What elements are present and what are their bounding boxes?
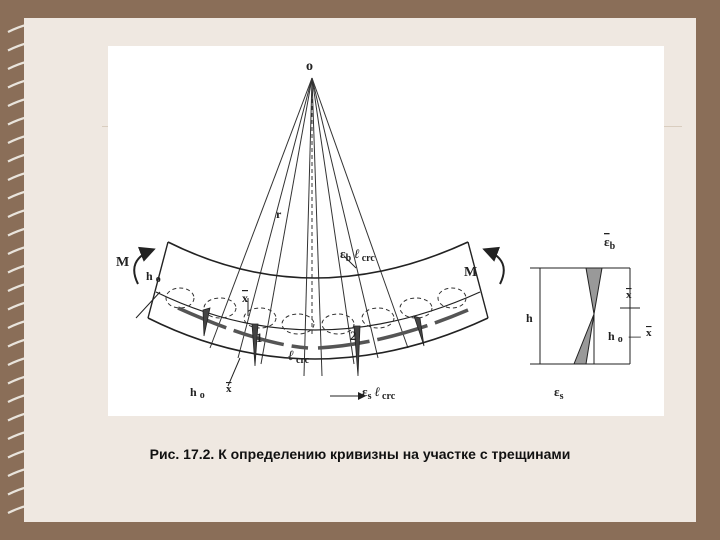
center-label: o: [306, 59, 313, 74]
radius-label: r: [276, 207, 282, 221]
h0-bottom-label: h o: [190, 385, 205, 401]
h0-top-label: h o: [146, 269, 161, 285]
lcrc-label: ℓ $_{crc}$: [288, 349, 310, 366]
eb-lcrc-label: $\varepsilon_b$ ℓ $_{crc}$: [340, 246, 375, 264]
es-lcrc-label: $\varepsilon_s$ ℓ $_{crc}$: [362, 384, 396, 402]
crack-1-label: 1: [256, 330, 263, 345]
strain-h0-x-label: x: [646, 327, 652, 339]
figure-drawing: [108, 46, 664, 416]
figure-caption: Рис. 17.2. К определению кривизны на участке с трещинами: [149, 446, 571, 462]
crack-2-label: 2: [350, 328, 357, 343]
strain-h-label: h: [526, 311, 533, 325]
strain-es-label: $\varepsilon_s$: [554, 384, 564, 402]
curvature-figure: [108, 46, 664, 416]
strain-diagram: [526, 234, 652, 402]
moment-right-label: M: [464, 265, 478, 280]
strain-profile: [574, 268, 602, 364]
x-top-label: x: [242, 291, 248, 305]
strain-eb-label: $\varepsilon_b$: [604, 234, 616, 252]
x-bottom-label: x: [226, 383, 232, 395]
strain-h0-label: h o —: [608, 329, 641, 345]
strain-x-label: x: [626, 289, 632, 301]
moment-left-label: M: [116, 255, 130, 270]
